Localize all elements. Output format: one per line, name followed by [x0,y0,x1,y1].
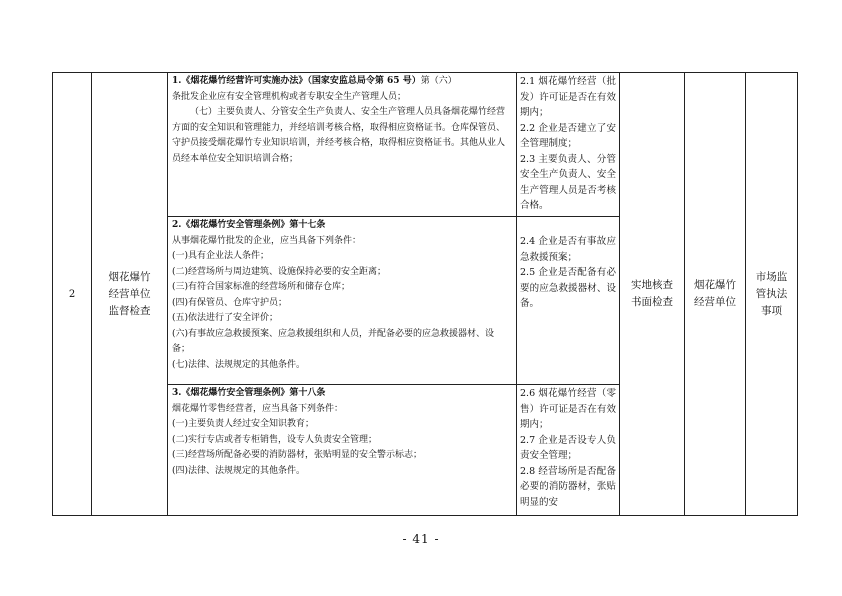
inspected-unit: 烟花爆竹经营单位 [694,279,736,308]
check-point: 2.3 主要负责人、分管安全生产负责人、安全生产管理人员是否考核合格。 [520,153,616,211]
check-point-cell-2 [517,217,620,385]
basis-paragraph: 从事烟花爆竹批发的企业，应当具备下列条件： [172,235,362,246]
basis-title-3: 3.《烟花爆竹安全管理条例》第十八条 [172,388,326,398]
basis-title-2: 2.《烟花爆竹安全管理条例》第十七条 [172,220,326,230]
check-point: 2.1 烟花爆竹经营（批发）许可证是否在有效期内； [520,76,616,118]
inspection-method: 实地核查书面检查 [631,279,673,308]
check-point: 2.8 经营场所是否配备必要的消防器材，张贴明显的安 [520,465,616,508]
check-point: 2.4 企业是否有事故应急救援预案； [520,236,616,263]
basis-cell-3 [168,385,517,516]
basis-paragraph: (六)有事故应急救援预案、应急救援组织和人员，并配备必要的应急救援器材、设备； [172,328,495,354]
inspection-table [52,72,798,516]
check-point-cell-1 [517,73,620,217]
check-point: 2.7 企业是否设专人负责安全管理； [520,434,616,461]
basis-paragraph: 条批发企业应有安全管理机构或者专职安全生产管理人员； [172,91,407,102]
department-cell [746,73,798,516]
basis-paragraph: (三)经营场所配备必要的消防器材，张贴明显的安全警示标志； [172,450,423,460]
basis-paragraph: 烟花爆竹零售经营者，应当具备下列条件： [172,403,344,414]
basis-paragraph: (二)实行专店或者专柜销售，设专人负责安全管理； [172,434,378,445]
check-point: 2.2 企业是否建立了安全管理制度； [520,122,616,149]
basis-title-1: 1.《烟花爆竹经营许可实施办法》（国家安监总局令第 65 号） [172,76,421,86]
inspection-item-cell [92,73,168,516]
page-number: - 41 - [402,532,440,546]
basis-paragraph: (三)有符合国家标准的经营场所和储存仓库； [172,282,351,292]
check-point-cell-3 [517,385,620,516]
basis-paragraph: (四)有保管员、仓库守护员； [172,297,288,308]
basis-paragraph: (五)依法进行了安全评价； [172,313,279,323]
department: 市场监管执法事项 [755,270,788,317]
inspected-unit-cell [685,73,746,516]
basis-paragraph: (一)主要负责人经过安全知识教育； [172,419,315,429]
basis-paragraph: (七)法律、法规规定的其他条件。 [172,359,306,370]
basis-paragraph: （七）主要负责人、分管安全生产负责人、安全生产管理人员具备烟花爆竹经营方面的安全知识和管理能力，并经培训考核合格，取得相应资格证书。仓库保管员、守护员接受烟花爆竹专业知识培训，并经考核合格，取得相应资格证书。其他从业人员经本单位安全知识培训合格； [172,107,506,164]
check-point: 2.6 烟花爆竹经营（零售）许可证是否在有效期内； [520,388,616,430]
basis-cell-1 [168,73,517,217]
check-point: 2.5 企业是否配备有必要的应急救援器材、设备。 [520,267,616,309]
basis-paragraph: (一)具有企业法人条件； [172,251,270,261]
basis-paragraph: (四)法律、法规规定的其他条件。 [172,465,306,476]
inspection-method-cell [620,73,685,516]
table-row [53,73,798,217]
basis-title-tail-1: 第（六） [420,76,457,86]
row-number-cell [53,73,92,516]
basis-paragraph: (二)经营场所与周边建筑、设施保持必要的安全距离； [172,266,387,277]
row-number: 2 [68,288,76,300]
basis-cell-2 [168,217,517,385]
inspection-item: 烟花爆竹经营单位监督检查 [108,270,151,317]
